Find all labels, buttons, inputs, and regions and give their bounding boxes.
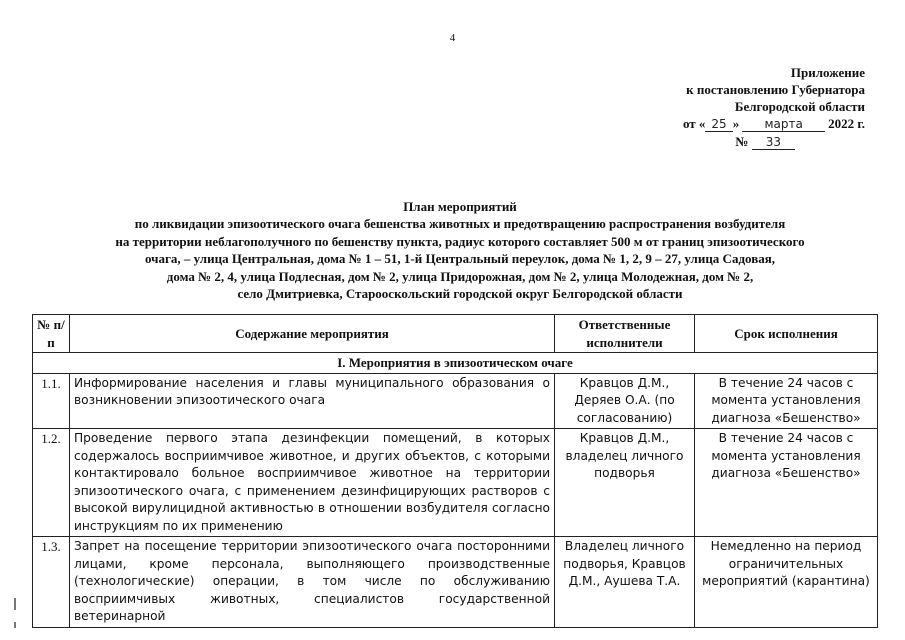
row-content: Запрет на посещение территории эпизоотического очага посторонними лицами, кроме персонала, выполняющего производственные (технологические) операции, в том числе по обслуживанию восприимчивых животных, специалистов государственной ветеринарной xyxy=(70,537,555,628)
number-prefix: № xyxy=(735,134,749,149)
section-row xyxy=(33,353,878,374)
date-prefix: от « xyxy=(682,116,706,131)
table-row xyxy=(33,537,878,628)
appendix-date xyxy=(605,115,865,133)
row-content: Информирование населения и главы муниципального образования о возникновении эпизоотического очага xyxy=(70,373,555,429)
table-row xyxy=(33,429,878,537)
row-deadline: В течение 24 часов с момента установления диагноза «Бешенство» xyxy=(695,429,878,537)
row-responsible: Владелец личного подворья, Кравцов Д.М., Аушева Т.А. xyxy=(555,537,695,628)
date-month: марта xyxy=(742,117,824,132)
header-responsible: Ответственные исполнители xyxy=(555,315,695,353)
row-deadline: Немедленно на период ограничительных мероприятий (карантина) xyxy=(695,537,878,628)
row-responsible: Кравцов Д.М., владелец личного подворья xyxy=(555,429,695,537)
row-content: Проведение первого этапа дезинфекции помещений, в которых содержалось восприимчивое животное, и других объектов, с которыми контактировало больное восприимчивое животное на территории эпизоотического очага, с применением дезинфицирующих растворов с высокой вирулицидной активностью в отношении возбудителя согласно инструкциям по их применению xyxy=(70,429,555,537)
row-num: 1.1. xyxy=(33,373,70,429)
row-num: 1.2. xyxy=(33,429,70,537)
title-line-6: село Дмитриевка, Старооскольский городской округ Белгородской области xyxy=(237,286,683,302)
appendix-title: Приложение xyxy=(790,65,865,80)
appendix-region: Белгородской области xyxy=(734,99,865,114)
table-header-row xyxy=(33,315,878,353)
plan-title xyxy=(40,198,880,302)
header-deadline: Срок исполнения xyxy=(695,315,878,353)
header-num: № п/п xyxy=(33,315,70,353)
appendix-number xyxy=(605,133,865,151)
row-num: 1.3. xyxy=(33,537,70,628)
measures-table xyxy=(32,314,878,628)
appendix-resolution: к постановлению Губернатора xyxy=(686,82,865,97)
title-line-3: на территории неблагополучного по бешенству пункта, радиус которого составляет 500 м от границ эпизоотического xyxy=(115,233,805,249)
title-line-1: План мероприятий xyxy=(403,199,517,214)
date-year: 2022 г. xyxy=(828,116,865,131)
scan-mark xyxy=(14,622,16,628)
date-mid: » xyxy=(732,116,740,131)
date-day: 25 xyxy=(705,117,732,132)
row-deadline: В течение 24 часов с момента установления диагноза «Бешенство» xyxy=(695,373,878,429)
number-value: 33 xyxy=(752,135,795,150)
scan-mark xyxy=(14,598,16,610)
row-responsible: Кравцов Д.М., Деряев О.А. (по согласованию) xyxy=(555,373,695,429)
title-line-2: по ликвидации эпизоотического очага бешенства животных и предотвращению распространения возбудителя xyxy=(134,216,786,232)
header-content: Содержание мероприятия xyxy=(70,315,555,353)
appendix-block xyxy=(605,64,865,151)
title-line-5: дома № 2, 4, улица Подлесная, дом № 2, улица Придорожная, дом № 2, улица Молодежная, дом № 2, xyxy=(166,268,754,284)
page-number: 4 xyxy=(449,32,456,44)
table-row xyxy=(33,373,878,429)
section-title: I. Мероприятия в эпизоотическом очаге xyxy=(33,353,878,374)
title-line-4: очага, – улица Центральная, дома № 1 – 51, 1-й Центральный переулок, дома № 1, 2, 9 – 27, улица Садовая, xyxy=(144,251,776,267)
